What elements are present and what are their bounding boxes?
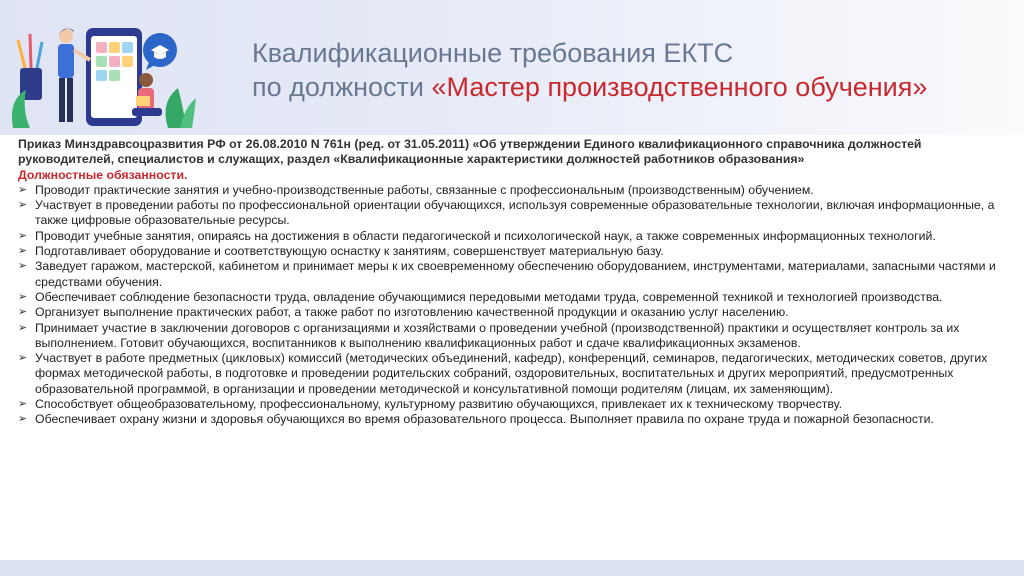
bullet-arrow-icon: ➢ <box>18 229 28 242</box>
duty-text: Принимает участие в заключении договоров с организациями и хозяйствами о проведении учебной (производственной) практики и осуществляет контроль за их выполнением. Готовит обучающихся, воспитанников к выполнению квалификационных работ и сдаче квалификационных экзаменов. <box>35 320 960 350</box>
bullet-arrow-icon: ➢ <box>18 321 28 334</box>
bullet-arrow-icon: ➢ <box>18 199 28 212</box>
bullet-arrow-icon: ➢ <box>18 306 28 319</box>
bullet-arrow-icon: ➢ <box>18 245 28 258</box>
list-item <box>18 305 1008 320</box>
page-title <box>252 36 1012 104</box>
list-item <box>18 229 1008 244</box>
bullet-arrow-icon: ➢ <box>18 413 28 426</box>
list-item <box>18 351 1008 397</box>
list-item <box>18 198 1008 229</box>
duty-text: Участвует в работе предметных (цикловых) комиссий (методических объединений, кафедр), конференций, семинаров, педагогических, методических советов, других формах методической работы, в подготовке и проведении родительских собраний, оздоровительных, воспитательных и других мероприятий, предусмотренных образовательной программой, в организации и проведении методической и консультативной помощи родителям (лицам, их заменяющим). <box>35 351 988 396</box>
education-illustration-icon <box>8 10 198 130</box>
duty-text: Проводит учебные занятия, опираясь на достижения в области педагогической и психологической наук, а также современных информационных технологий. <box>35 228 936 243</box>
title-line-2 <box>252 70 1012 104</box>
footer-band <box>0 560 1024 576</box>
duty-text: Обеспечивает охрану жизни и здоровья обучающихся во время образовательного процесса. Выполняет правила по охране труда и пожарной безопасности. <box>35 412 934 427</box>
bullet-arrow-icon: ➢ <box>18 398 28 411</box>
bullet-arrow-icon: ➢ <box>18 183 28 196</box>
list-item <box>18 412 1008 427</box>
list-item <box>18 244 1008 259</box>
list-item <box>18 290 1008 305</box>
duty-text: Заведует гаражом, мастерской, кабинетом и принимает меры к их своевременному обеспечению оборудованием, инструментами, материалами, запасными частями и средствами обучения. <box>35 259 996 289</box>
bullet-arrow-icon: ➢ <box>18 352 28 365</box>
duties-heading: Должностные обязанности. <box>18 167 188 182</box>
list-item <box>18 397 1008 412</box>
duty-text: Проводит практические занятия и учебно-производственные работы, связанные с профессиональным (производственным) обучением. <box>35 182 814 197</box>
duty-text: Подготавливает оборудование и соответствующую оснастку к занятиям, совершенствует материальную базу. <box>35 244 664 259</box>
list-item <box>18 183 1008 198</box>
title-line-2-prefix: по должности <box>252 72 432 102</box>
duty-text: Участвует в проведении работы по профессиональной ориентации обучающихся, используя современные образовательные технологии, включая информационные, а также цифровые образовательные ресурсы. <box>35 198 995 228</box>
title-line-1: Квалификационные требования ЕКТС <box>252 38 734 68</box>
duty-text: Обеспечивает соблюдение безопасности труда, овладение обучающимися передовыми методами труда, современной техникой и технологией производства. <box>35 289 943 304</box>
list-item <box>18 259 1008 290</box>
duties-list <box>18 183 1008 428</box>
graduation-cap-icon <box>143 33 177 70</box>
title-position-name: «Мастер производственного обучения» <box>431 72 928 102</box>
bullet-arrow-icon: ➢ <box>18 260 28 273</box>
list-item <box>18 321 1008 352</box>
bullet-arrow-icon: ➢ <box>18 290 28 303</box>
order-reference: Приказ Минздравсоцразвития РФ от 26.08.2010 N 761н (ред. от 31.05.2011) «Об утверждении Единого квалификационного справочника должностей руководителей, специалистов и служащих, раздел «Квалификационные характеристики должностей работников образования» <box>18 137 922 167</box>
document-body <box>18 137 1008 428</box>
duty-text: Способствует общеобразовательному, профессиональному, культурному развитию обучающихся, привлекает их к техническому творчеству. <box>35 397 842 412</box>
duty-text: Организует выполнение практических работ, а также работ по изготовлению качественной продукции и оказанию услуг населению. <box>35 305 789 320</box>
